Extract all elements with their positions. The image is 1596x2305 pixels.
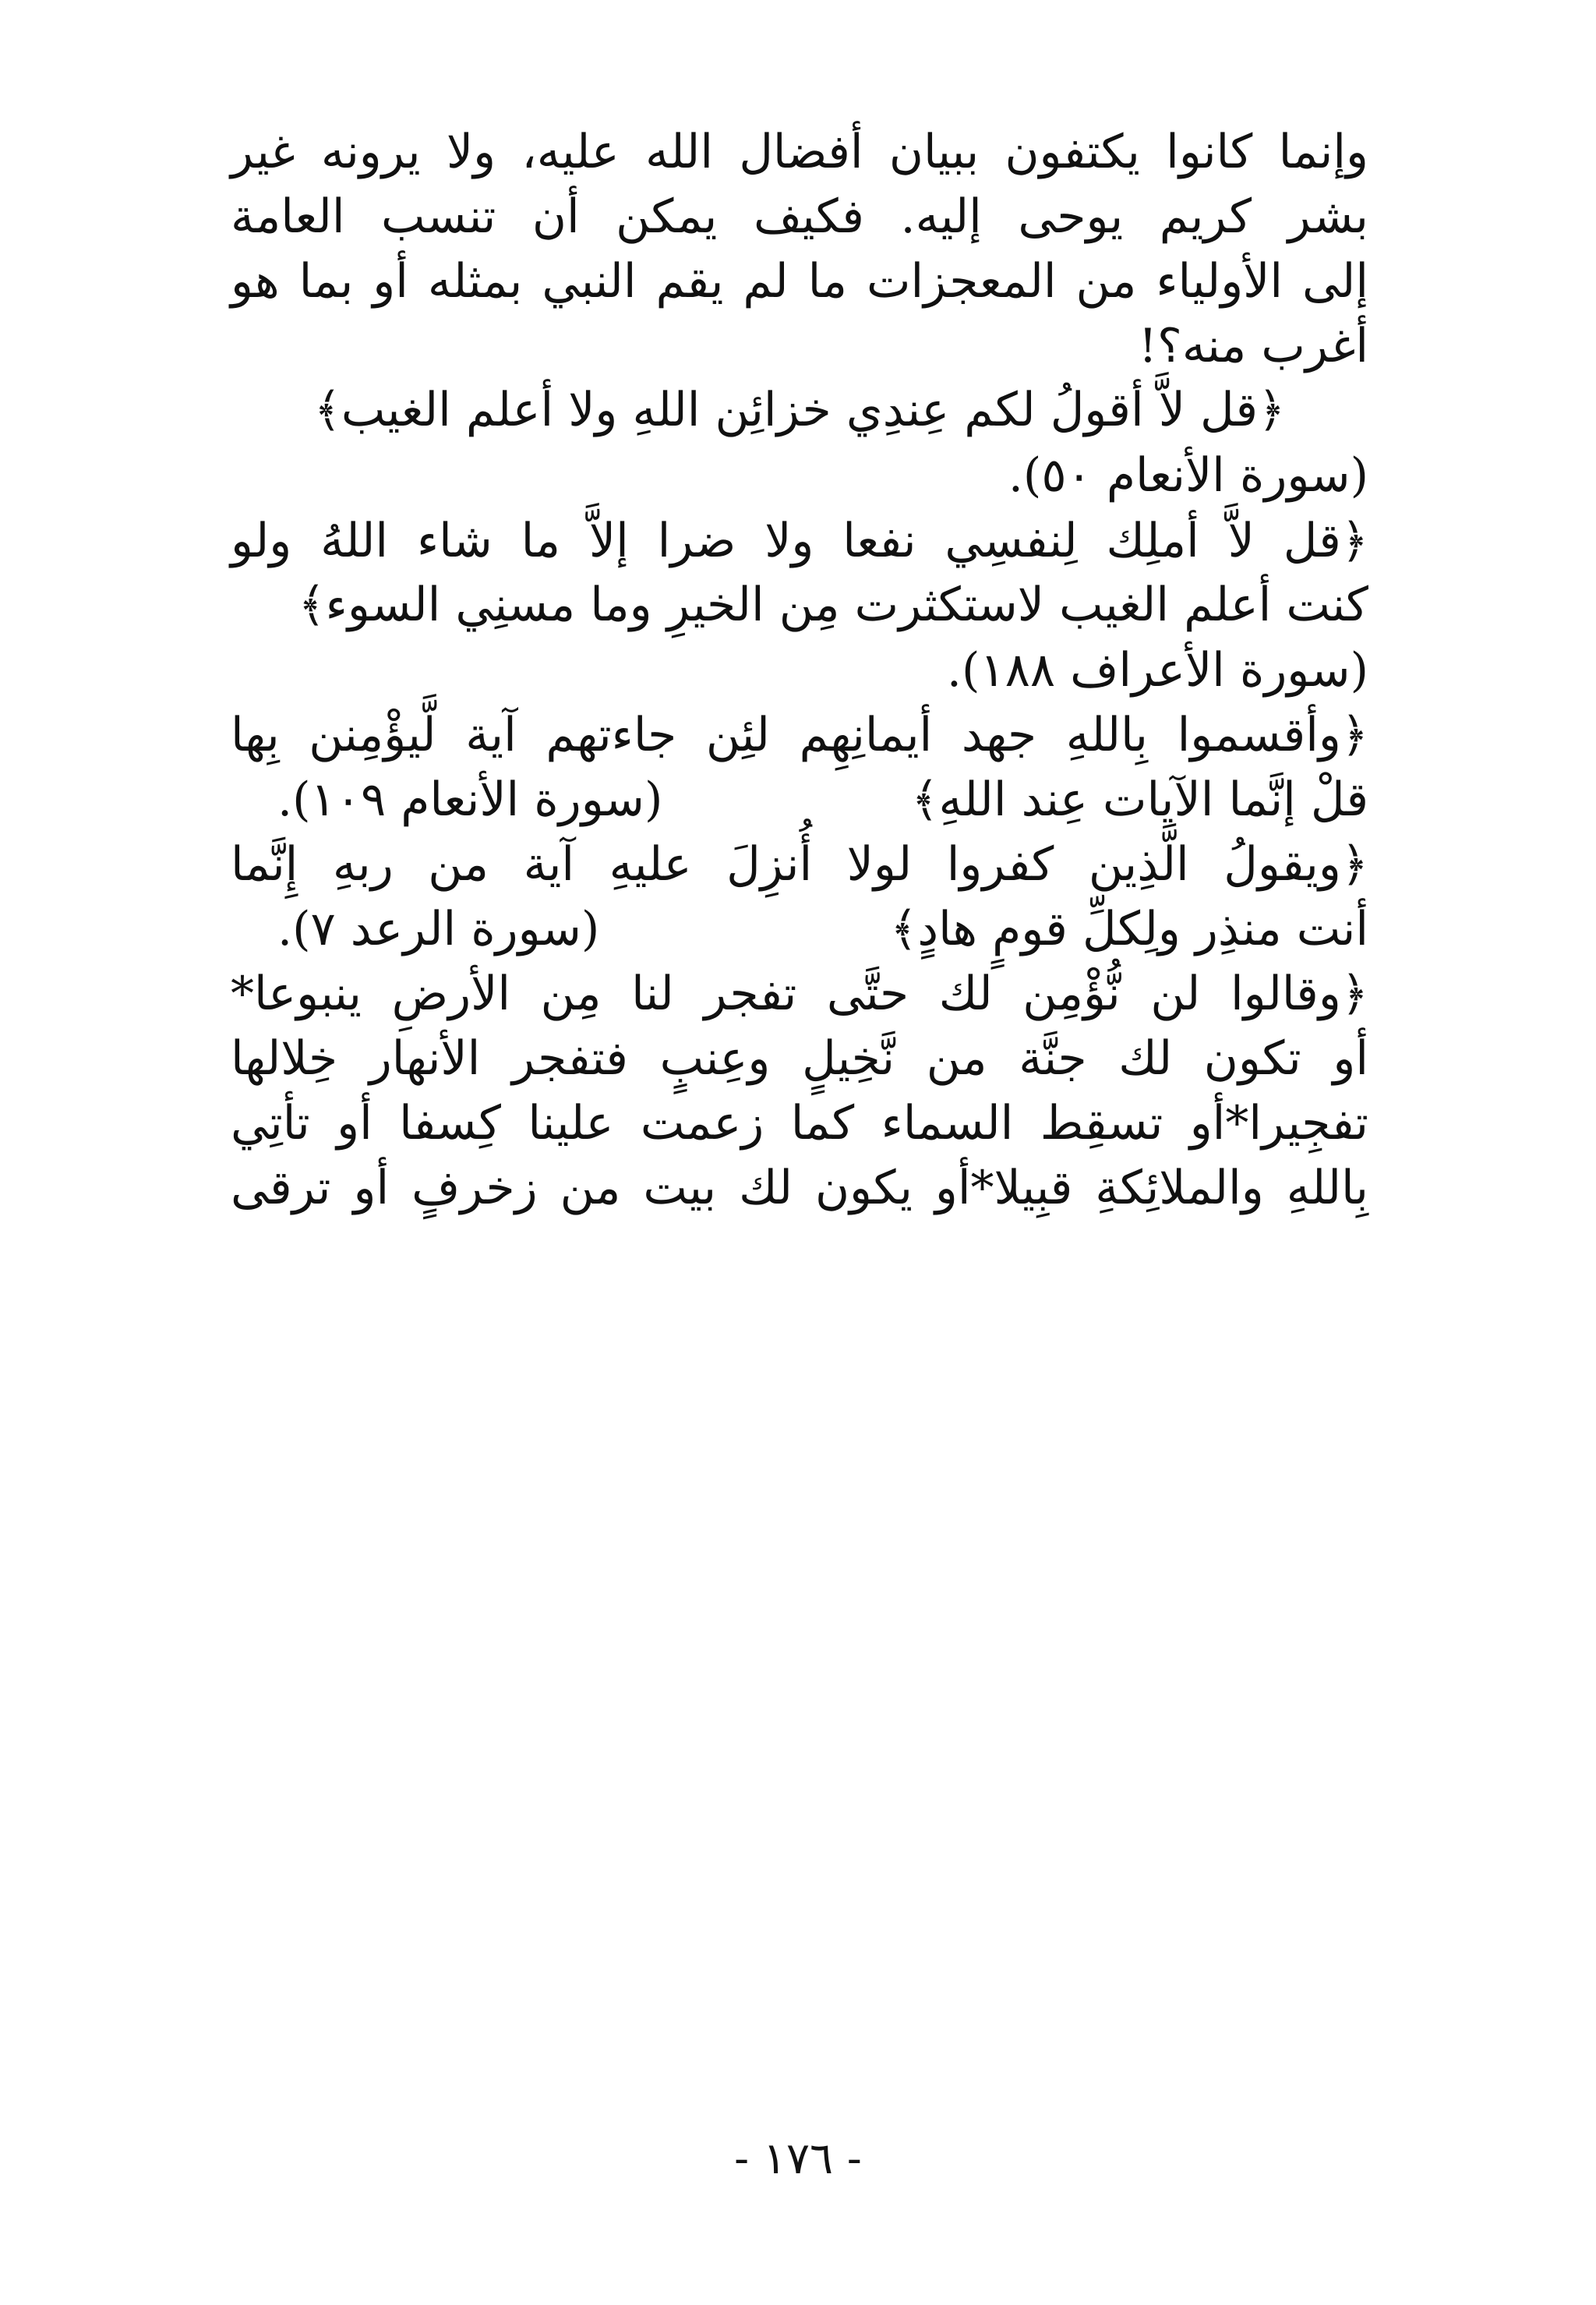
quran-verse-with-reference xyxy=(277,769,1368,831)
surah-reference: (سورة الأعراف ١٨٨). xyxy=(946,643,1368,698)
body-text-line: وإنما كانوا يكتفون ببيان أفضال الله عليه، ولا يرونه غير xyxy=(231,125,1368,179)
quran-verse-line: كنت أعلم الغيب لاستكثرت مِن الخيرِ وما مسنِي السوء﴾ xyxy=(298,578,1368,632)
quran-verse-line: قلْ إنَّما الآيات عِند اللهِ﴾ xyxy=(911,772,1368,827)
quran-verse-line: أنت منذِر ولِكلِّ قومٍ هادٍ﴾ xyxy=(890,902,1368,956)
quran-verse-line: ﴿قل لاَّ أملِك لِنفسِي نفعا ولا ضرا إلاَّ ما شاء اللهُ ولو xyxy=(231,514,1368,568)
quran-verse-line: أو تكون لك جنَّة من نَّخِيلٍ وعِنبٍ فتفجر الأنهار خِلالها xyxy=(231,1031,1368,1086)
quran-verse: ﴿قل لاَّ أقولُ لكم عِندِي خزائِن اللهِ ولا أعلم الغيب﴾ xyxy=(313,383,1286,437)
quran-verse-with-reference xyxy=(277,898,1368,960)
body-text-line: إلى الأولياء من المعجزات ما لم يقم النبي بمثله أو بما هو xyxy=(231,254,1368,309)
surah-reference: (سورة الأنعام ٥٠). xyxy=(1008,448,1368,503)
surah-reference: (سورة الأنعام ١٠٩). xyxy=(277,772,663,827)
page-number: - ١٧٦ - xyxy=(734,2134,862,2184)
quran-verse-line: ﴿وأقسموا بِاللهِ جهد أيمانِهِم لئِن جاءتهم آية لَّيؤْمِنن بِها xyxy=(231,708,1368,762)
surah-reference: (سورة الرعد ٧). xyxy=(277,902,600,956)
body-text-line: بشر كريم يوحى إليه. فكيف يمكن أن تنسب العامة xyxy=(231,189,1368,244)
quran-verse-line: تفجِيرا*أو تسقِط السماء كما زعمت علينا كِسفا أو تأتِي xyxy=(231,1096,1368,1151)
quran-verse-line: ﴿ويقولُ الَّذِين كفروا لولا أُنزِلَ عليهِ آية من ربهِ إِنَّما xyxy=(231,837,1369,892)
body-text-line: أغرب منه؟! xyxy=(1138,319,1368,373)
quran-verse-line: بِاللهِ والملائِكةِ قبِيلا*أو يكون لك بيت من زخرفٍ أو ترقى xyxy=(231,1161,1368,1215)
quran-verse-line: ﴿وقالوا لن نُّؤْمِن لك حتَّى تفجر لنا مِن الأرضِ ينبوعا* xyxy=(231,967,1368,1021)
